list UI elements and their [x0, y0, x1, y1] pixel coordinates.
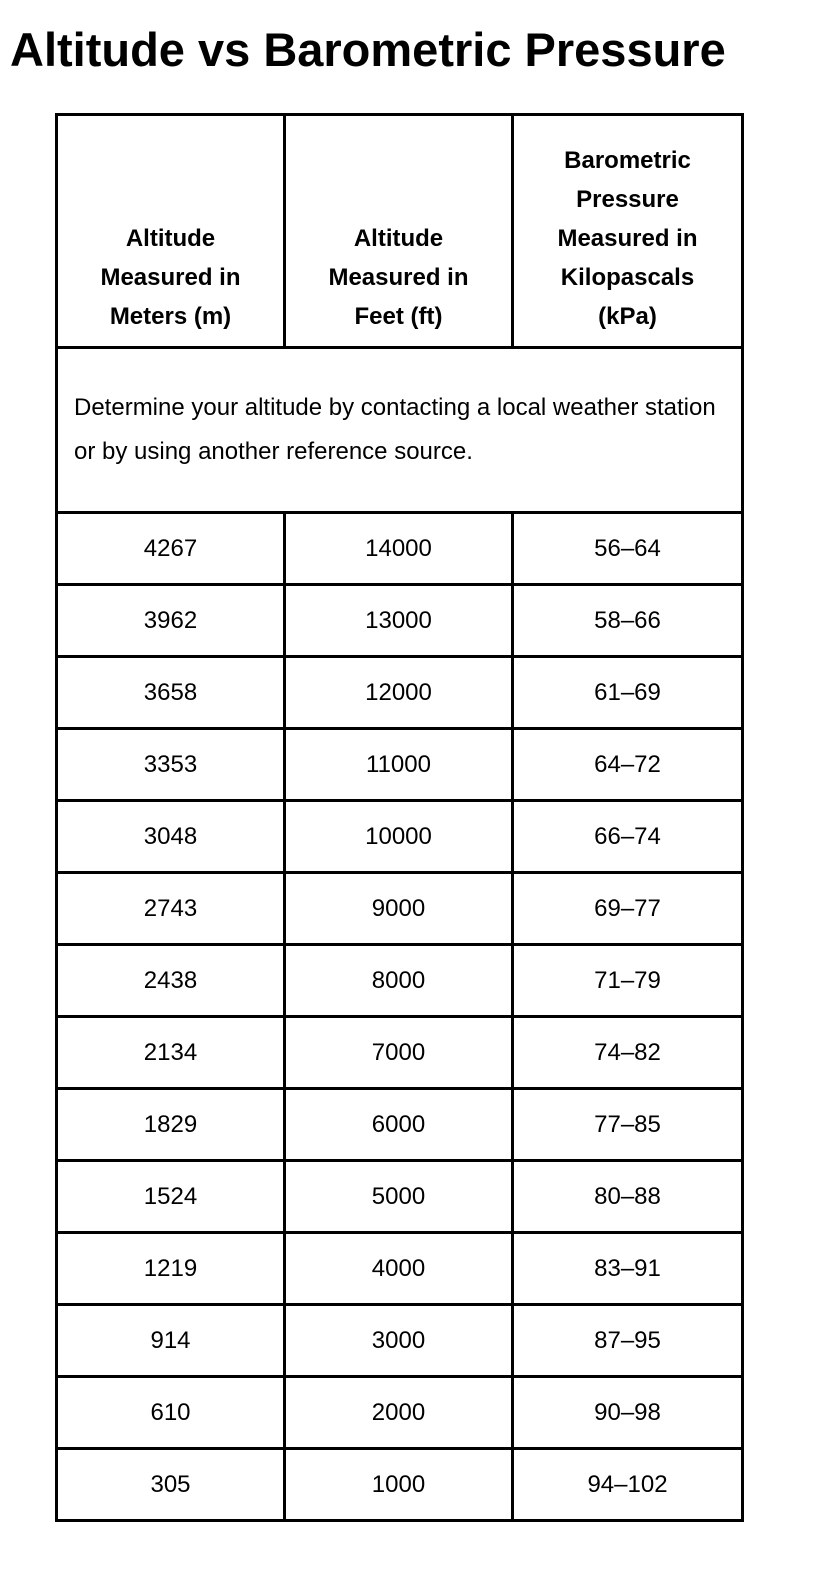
cell-pressure: 87–95 — [513, 1305, 743, 1377]
note-row — [57, 348, 743, 513]
cell-feet: 14000 — [285, 513, 513, 585]
cell-feet: 4000 — [285, 1233, 513, 1305]
header-pressure-line: Measured in — [557, 225, 698, 252]
cell-meters: 2134 — [57, 1017, 285, 1089]
table-row — [57, 1089, 743, 1161]
cell-pressure: 77–85 — [513, 1089, 743, 1161]
header-pressure-line: (kPa) — [598, 303, 657, 330]
cell-pressure: 58–66 — [513, 585, 743, 657]
header-pressure-line: Barometric — [564, 147, 691, 174]
cell-meters: 2743 — [57, 873, 285, 945]
cell-meters: 4267 — [57, 513, 285, 585]
altitude-pressure-table — [55, 113, 744, 1522]
table-row — [57, 1449, 743, 1521]
cell-pressure: 83–91 — [513, 1233, 743, 1305]
header-pressure-line: Pressure — [576, 186, 679, 213]
cell-feet: 10000 — [285, 801, 513, 873]
cell-pressure: 66–74 — [513, 801, 743, 873]
header-feet-line: Feet (ft) — [354, 303, 443, 330]
cell-pressure: 80–88 — [513, 1161, 743, 1233]
cell-feet: 11000 — [285, 729, 513, 801]
cell-pressure: 74–82 — [513, 1017, 743, 1089]
header-pressure — [513, 115, 743, 348]
table-row — [57, 945, 743, 1017]
table-row — [57, 729, 743, 801]
table-row — [57, 585, 743, 657]
table-row — [57, 873, 743, 945]
table-row — [57, 1305, 743, 1377]
header-pressure-line: Kilopascals — [560, 264, 695, 291]
cell-meters: 1524 — [57, 1161, 285, 1233]
table-row — [57, 801, 743, 873]
header-row — [57, 115, 743, 348]
header-meters-line: Meters (m) — [109, 303, 232, 330]
cell-meters: 3353 — [57, 729, 285, 801]
header-feet — [285, 115, 513, 348]
cell-meters: 2438 — [57, 945, 285, 1017]
cell-meters: 1829 — [57, 1089, 285, 1161]
table-row — [57, 1017, 743, 1089]
cell-feet: 5000 — [285, 1161, 513, 1233]
header-meters-line: Altitude — [125, 225, 216, 252]
cell-feet: 7000 — [285, 1017, 513, 1089]
cell-feet: 8000 — [285, 945, 513, 1017]
note-text: Determine your altitude by contacting a local weather station or by using another reference source. — [57, 348, 743, 513]
page-title: Altitude vs Barometric Pressure — [10, 23, 726, 76]
cell-meters: 3962 — [57, 585, 285, 657]
table-row — [57, 1377, 743, 1449]
cell-meters: 914 — [57, 1305, 285, 1377]
cell-meters: 3048 — [57, 801, 285, 873]
header-feet-line: Measured in — [328, 264, 469, 291]
table-row — [57, 1161, 743, 1233]
cell-meters: 3658 — [57, 657, 285, 729]
cell-feet: 6000 — [285, 1089, 513, 1161]
cell-pressure: 61–69 — [513, 657, 743, 729]
cell-pressure: 64–72 — [513, 729, 743, 801]
cell-feet: 3000 — [285, 1305, 513, 1377]
header-meters-line: Measured in — [100, 264, 241, 291]
header-feet-line: Altitude — [353, 225, 444, 252]
table-row — [57, 513, 743, 585]
cell-pressure: 94–102 — [513, 1449, 743, 1521]
cell-meters: 305 — [57, 1449, 285, 1521]
cell-feet: 12000 — [285, 657, 513, 729]
cell-pressure: 71–79 — [513, 945, 743, 1017]
table-row — [57, 1233, 743, 1305]
cell-pressure: 69–77 — [513, 873, 743, 945]
cell-meters: 1219 — [57, 1233, 285, 1305]
cell-feet: 2000 — [285, 1377, 513, 1449]
cell-feet: 1000 — [285, 1449, 513, 1521]
cell-feet: 13000 — [285, 585, 513, 657]
cell-pressure: 90–98 — [513, 1377, 743, 1449]
cell-feet: 9000 — [285, 873, 513, 945]
cell-meters: 610 — [57, 1377, 285, 1449]
table-row — [57, 657, 743, 729]
cell-pressure: 56–64 — [513, 513, 743, 585]
header-meters — [57, 115, 285, 348]
